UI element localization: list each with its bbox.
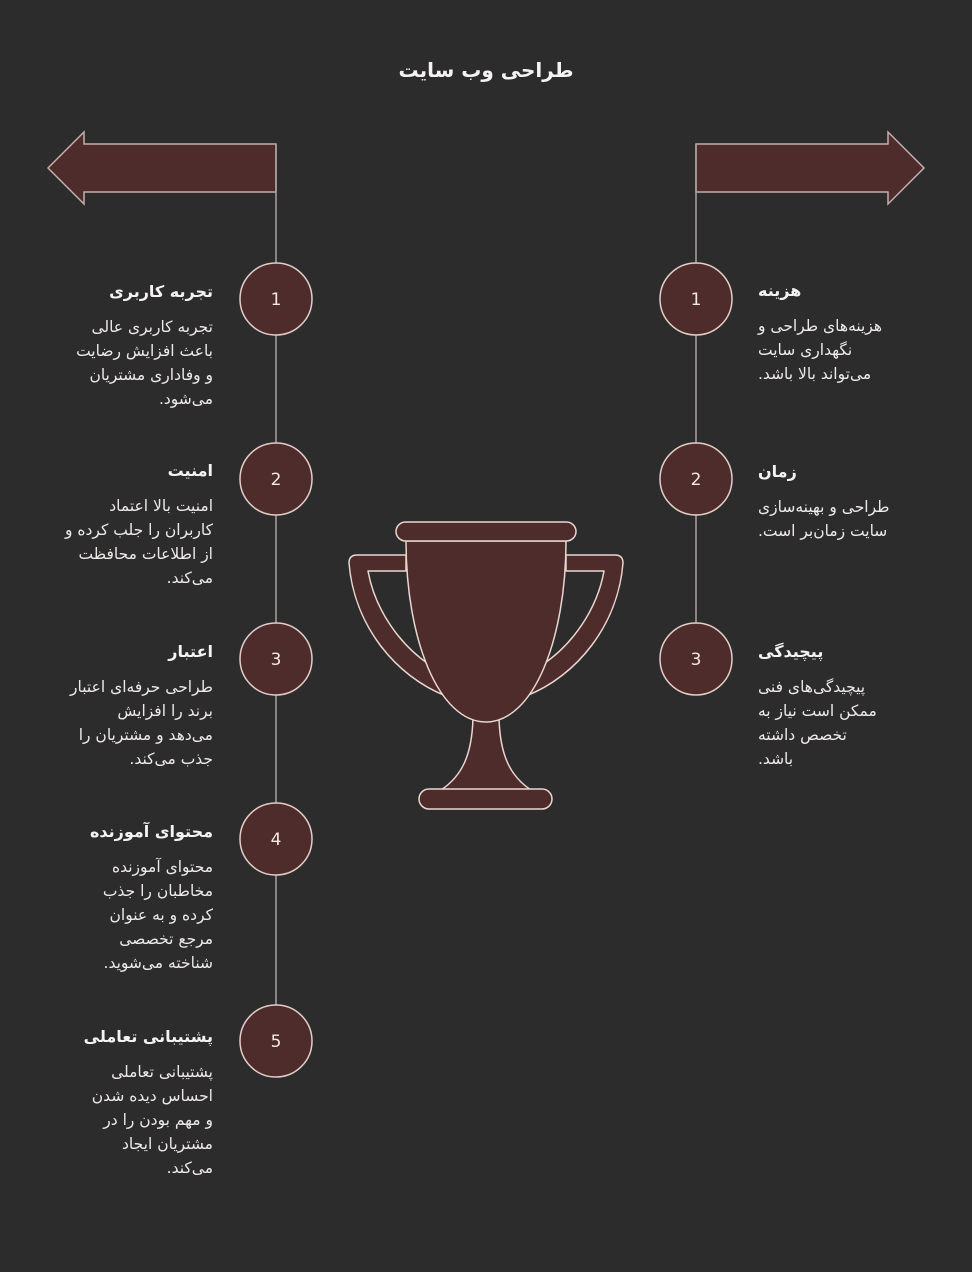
description-line: می‌دهد و مشتریان را [78,726,213,744]
left-item-4 [20,820,213,975]
description-line: جذب می‌کند. [129,750,213,768]
description-line: هزینه‌های طراحی و [758,317,883,335]
item-title: پیچیدگی [758,642,824,661]
description-line: مشتریان ایجاد [122,1135,213,1153]
description-line: سایت زمان‌بر است. [758,522,888,540]
description-line: ممکن است نیاز به [758,702,877,720]
step-number: 3 [270,650,282,670]
right-step-1-circle [660,263,732,335]
right-step-3-circle [660,623,732,695]
right-item-2 [758,460,958,543]
description-line: تخصص داشته [758,726,847,744]
description-line: شناخته می‌شوید. [103,954,213,972]
left-item-3 [20,640,213,771]
description-line: امنیت بالا اعتماد [109,497,213,515]
left-step-4-circle [240,803,312,875]
description-line: باعث افزایش رضایت [76,342,213,360]
item-description [20,1060,213,1180]
description-line: محتوای آموزنده [111,858,213,876]
description-line: احساس دیده شدن [91,1087,213,1105]
description-line: تجربه کاربری عالی [91,318,213,336]
right-step-2-circle [660,443,732,515]
description-line: برند را افزایش [117,702,213,720]
description-line: پیچیدگی‌های فنی [758,678,866,696]
item-description [758,495,958,543]
description-line: می‌کند. [166,569,213,587]
trophy-stem [441,718,531,790]
description-line: و وفاداری مشتریان [89,366,213,384]
arrow-left-icon [48,132,276,204]
description-line: باشد. [758,750,794,768]
description-line: پشتیبانی تعاملی [111,1063,213,1081]
left-item-5 [20,1025,213,1180]
description-line: کاربران را جلب کرده و [64,521,213,539]
item-description [758,314,958,386]
description-line: می‌کند. [166,1159,213,1177]
description-line: کرده و به عنوان [109,906,213,924]
right-item-3 [758,640,958,771]
step-number: 1 [690,290,702,310]
left-item-2 [20,459,213,590]
trophy-cup [406,541,566,722]
item-description [20,675,213,771]
description-line: و مهم بودن را در [103,1111,213,1129]
item-title: محتوای آموزنده [89,822,213,841]
item-title: امنیت [167,461,213,480]
item-title: پشتیبانی تعاملی [83,1027,213,1046]
item-description [20,315,213,411]
step-number: 5 [270,1032,282,1052]
item-title: زمان [758,462,797,481]
trophy-rim [396,522,576,541]
trophy-base [419,789,552,809]
item-description [20,855,213,975]
description-line: از اطلاعات محافظت [78,545,213,563]
right-item-1 [758,279,958,386]
step-number: 3 [690,650,702,670]
description-line: می‌تواند بالا باشد. [758,365,872,383]
arrow-right-icon [696,132,924,204]
left-step-5-circle [240,1005,312,1077]
left-item-1 [20,280,213,411]
page-title: طراحی وب سایت [398,58,574,82]
left-step-1-circle [240,263,312,335]
step-number: 4 [270,830,282,850]
description-line: طراحی حرفه‌ای اعتبار [70,678,213,696]
item-title: هزینه [758,281,802,300]
step-number: 1 [270,290,282,310]
item-description [758,675,958,771]
left-step-3-circle [240,623,312,695]
item-title: اعتبار [168,642,213,661]
step-number: 2 [690,470,702,490]
item-title: تجربه کاربری [109,282,213,301]
description-line: طراحی و بهینه‌سازی [758,498,890,516]
trophy-icon [349,522,623,809]
description-line: نگهداری سایت [758,341,853,359]
description-line: مخاطبان را جذب [102,882,213,900]
description-line: می‌شود. [158,390,213,408]
item-description [20,494,213,590]
left-step-2-circle [240,443,312,515]
step-number: 2 [270,470,282,490]
description-line: مرجع تخصصی [119,930,213,948]
